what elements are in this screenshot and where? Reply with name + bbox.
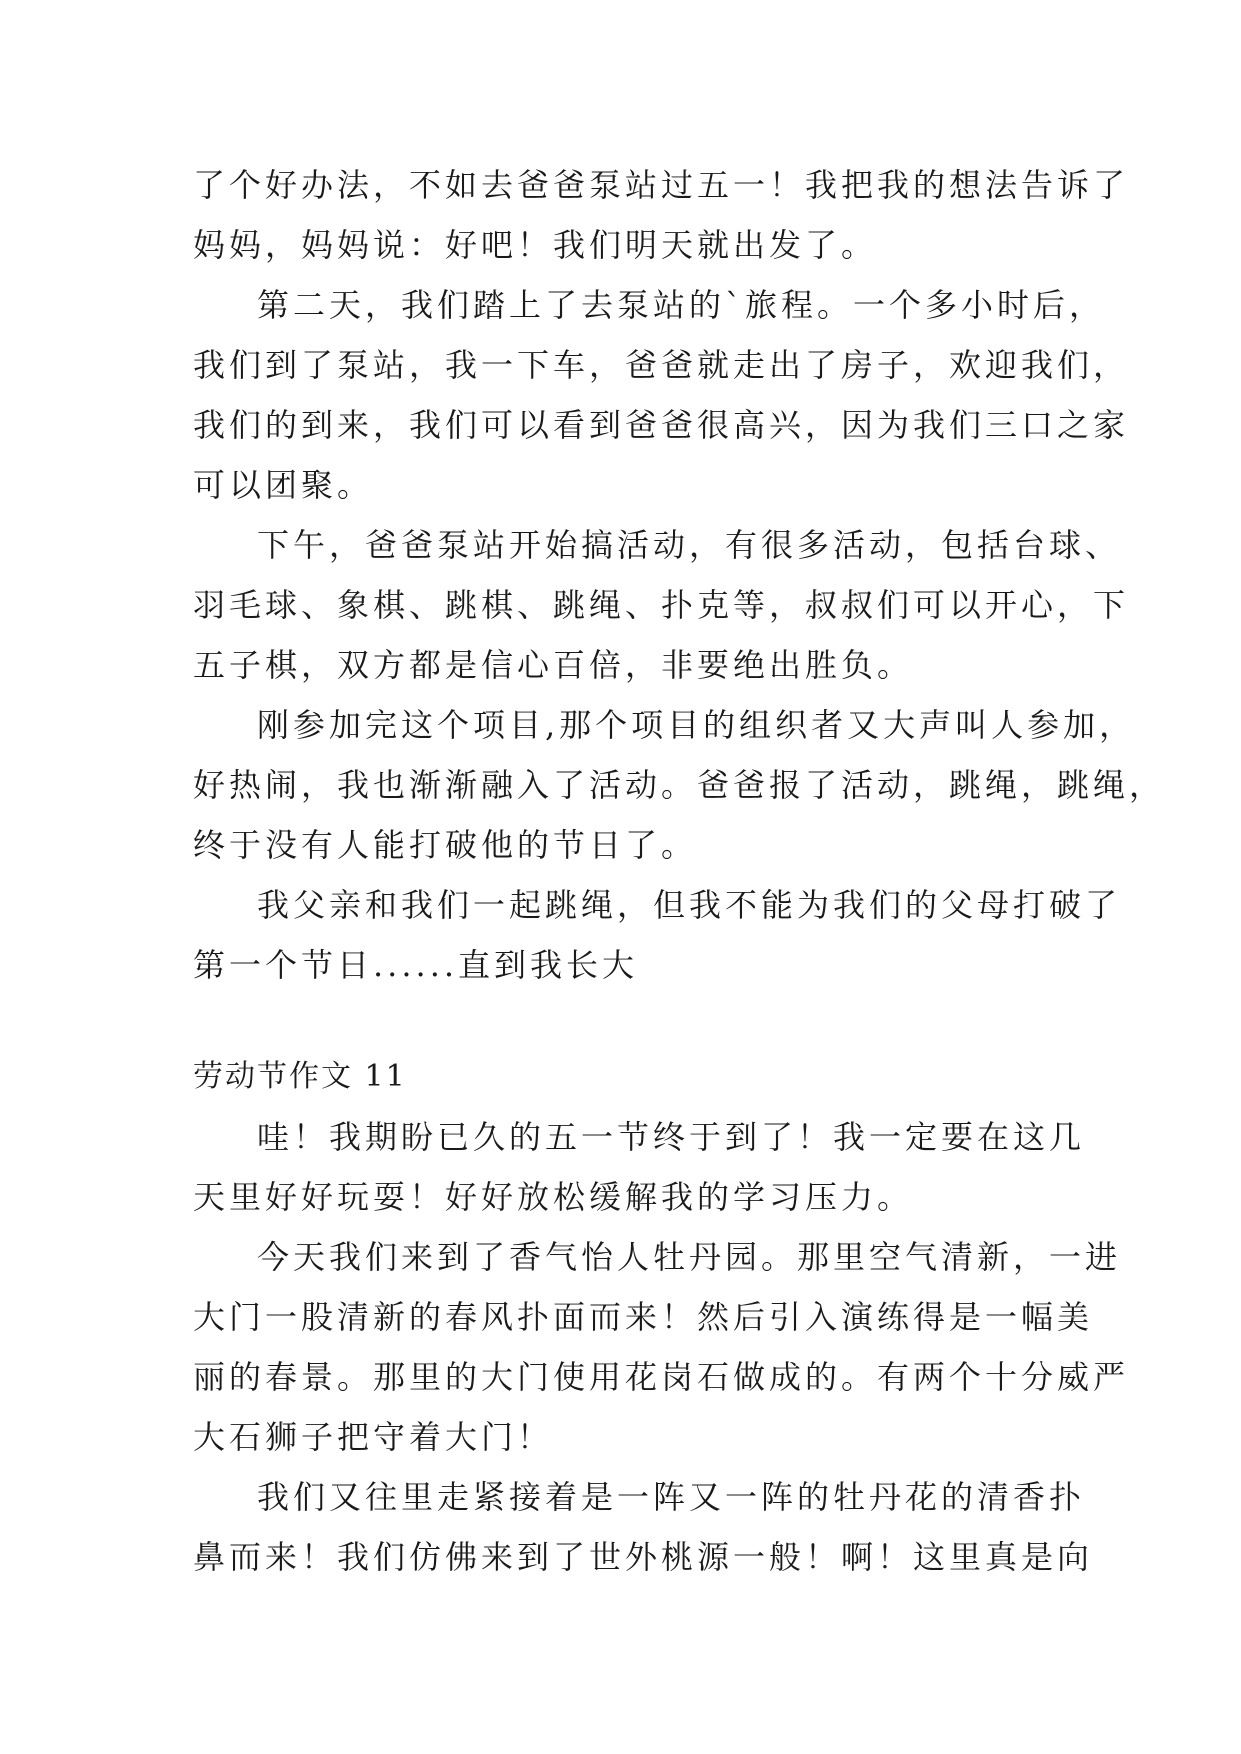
paragraph-start: 刚参加完这个项目,那个项目的组织者又大声叫人参加， [257, 706, 1136, 744]
section-heading: 劳动节作文 11 [193, 1059, 407, 1094]
text-line: 大门一股清新的春风扑面而来！然后引入演练得是一幅美 [193, 1298, 1094, 1336]
text-line: 大石狮子把守着大门！ [193, 1418, 554, 1456]
paragraph-start: 我们又往里走紧接着是一阵又一阵的牡丹花的清香扑 [257, 1478, 1086, 1516]
document-page [193, 155, 1166, 1587]
text-line: 终于没有人能打破他的节日了。 [193, 826, 698, 864]
text-line: 丽的春景。那里的大门使用花岗石做成的。有两个十分威严 [193, 1358, 1130, 1396]
text-line: 鼻而来！我们仿佛来到了世外桃源一般！啊！这里真是向 [193, 1538, 1094, 1576]
text-line: 第一个节日......直到我长大 [193, 946, 639, 984]
paragraph-start: 下午，爸爸泵站开始搞活动，有很多活动，包括台球、 [257, 526, 1122, 564]
text-line: 我们的到来，我们可以看到爸爸很高兴，因为我们三口之家 [193, 406, 1130, 444]
paragraph-start: 我父亲和我们一起跳绳，但我不能为我们的父母打破了 [257, 886, 1122, 924]
paragraph-start: 哇！我期盼已久的五一节终于到了！我一定要在这几 [257, 1118, 1086, 1156]
text-line: 天里好好玩耍！好好放松缓解我的学习压力。 [193, 1178, 914, 1216]
text-line: 了个好办法，不如去爸爸泵站过五一！我把我的想法告诉了 [193, 166, 1130, 204]
section-spacer [193, 995, 1073, 1047]
text-line: 可以团聚。 [193, 466, 374, 504]
text-line: 羽毛球、象棋、跳棋、跳绳、扑克等，叔叔们可以开心，下 [193, 586, 1130, 624]
text-line: 五子棋，双方都是信心百倍，非要绝出胜负。 [193, 646, 914, 684]
text-line: 我们到了泵站，我一下车，爸爸就走出了房子，欢迎我们， [193, 346, 1130, 384]
text-line: 妈妈，妈妈说：好吧！我们明天就出发了。 [193, 226, 878, 264]
paragraph-start: 今天我们来到了香气怡人牡丹园。那里空气清新，一进 [257, 1238, 1122, 1276]
text-line: 好热闹，我也渐渐融入了活动。爸爸报了活动，跳绳，跳绳， [193, 766, 1166, 804]
paragraph-start: 第二天，我们踏上了去泵站的`旅程。一个多小时后， [257, 286, 1106, 324]
